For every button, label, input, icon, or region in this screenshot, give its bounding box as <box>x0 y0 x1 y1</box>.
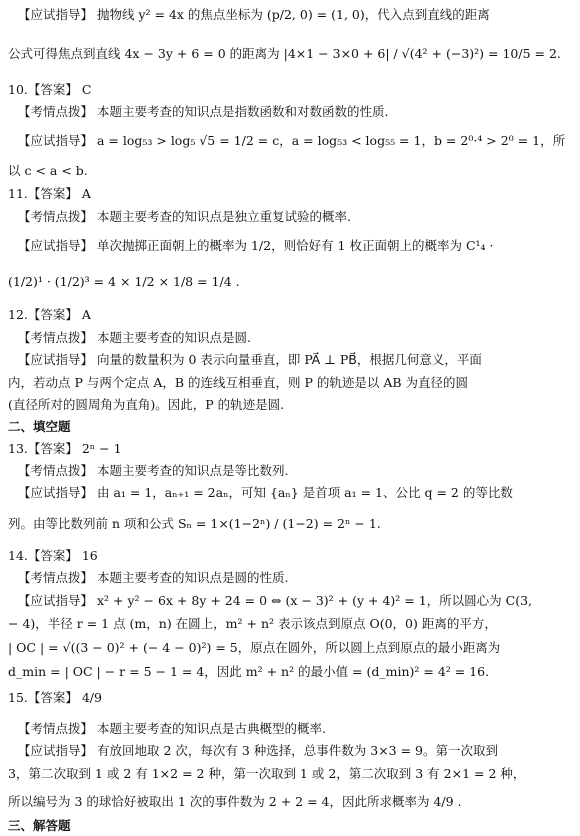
text-line: 【应试指导】 有放回地取 2 次，每次有 3 种选择，总事件数为 3×3 = 9。第一次取到 <box>18 743 499 758</box>
text-line: 14.【答案】 16 <box>8 548 98 563</box>
text-line: 【考情点拨】 本题主要考查的知识点是圆的性质. <box>18 570 289 585</box>
text-line: 【考情点拨】 本题主要考查的知识点是等比数列. <box>18 463 289 478</box>
text-line: d_min = | OC | − r = 5 − 1 = 4，因此 m² + n² 的最小值 = (d_min)² = 4² = 16. <box>8 664 490 679</box>
text-line: 【应试指导】 单次抛掷正面朝上的概率为 1/2，则恰好有 1 枚正面朝上的概率为 C¹₄ · <box>18 238 494 253</box>
text-line: 【应试指导】 由 a₁ = 1，aₙ₊₁ = 2aₙ，可知 {aₙ} 是首项 a₁ = 1、公比 q = 2 的等比数 <box>18 485 513 500</box>
text-line: 【应试指导】 抛物线 y² = 4x 的焦点坐标为 (p/2, 0) = (1, 0)，代入点到直线的距离 <box>18 7 490 22</box>
section-heading: 三、解答题 <box>8 818 71 833</box>
text-line: 【考情点拨】 本题主要考查的知识点是古典概型的概率. <box>18 721 326 736</box>
text-line: 【应试指导】 向量的数量积为 0 表示向量垂直，即 PA⃗ ⊥ PB⃗，根据几何意义，平面 <box>18 352 482 367</box>
section-heading: 二、填空题 <box>8 419 71 434</box>
text-line: 13.【答案】 2ⁿ − 1 <box>8 441 122 456</box>
text-line: 公式可得焦点到直线 4x − 3y + 6 = 0 的距离为 |4×1 − 3×0 + 6| / √(4² + (−3)²) = 10/5 = 2. <box>8 46 561 61</box>
text-line: 【应试指导】 a = log₅₃ > log₅ √5 = 1/2 = c，a = log₅₃ < log₅₅ = 1，b = 2⁰·⁴ > 2⁰ = 1，所 <box>18 133 566 148</box>
text-line: − 4)，半径 r = 1 点 (m，n) 在圆上，m² + n² 表示该点到原点 O(0，0) 距离的平方， <box>8 616 497 631</box>
text-line: 以 c < a < b. <box>8 163 88 178</box>
text-line: 列。由等比数列前 n 项和公式 Sₙ = 1×(1−2ⁿ) / (1−2) = 2ⁿ − 1. <box>8 516 381 531</box>
text-line: 12.【答案】 A <box>8 307 91 322</box>
text-line: 15.【答案】 4/9 <box>8 690 102 705</box>
text-line: 11.【答案】 A <box>8 186 91 201</box>
text-line: 【考情点拨】 本题主要考查的知识点是指数函数和对数函数的性质. <box>18 104 389 119</box>
text-line: 【考情点拨】 本题主要考查的知识点是圆. <box>18 330 251 345</box>
text-line: 【应试指导】 x² + y² − 6x + 8y + 24 = 0 ⇔ (x − 3)² + (y + 4)² = 1，所以圆心为 C(3, <box>18 593 533 608</box>
text-line: 【考情点拨】 本题主要考查的知识点是独立重复试验的概率. <box>18 209 351 224</box>
text-line: 10.【答案】 C <box>8 82 92 97</box>
text-line: (直径所对的圆周角为直角)。因此，P 的轨迹是圆. <box>8 397 285 412</box>
text-line: (1/2)¹ · (1/2)³ = 4 × 1/2 × 1/8 = 1/4 . <box>8 274 240 289</box>
text-line: | OC | = √((3 − 0)² + (− 4 − 0)²) = 5，原点在圆外，所以圆上点到原点的最小距离为 <box>8 640 501 655</box>
text-line: 内，若动点 P 与两个定点 A，B 的连线互相垂直，则 P 的轨迹是以 AB 为直径的圆 <box>8 375 469 390</box>
text-line: 3，第二次取到 1 或 2 有 1×2 = 2 种，第一次取到 1 或 2，第二次取到 3 有 2×1 = 2 种， <box>8 766 526 781</box>
text-line: 所以编号为 3 的球恰好被取出 1 次的事件数为 2 + 2 = 4，因此所求概率为 4/9 . <box>8 794 462 809</box>
